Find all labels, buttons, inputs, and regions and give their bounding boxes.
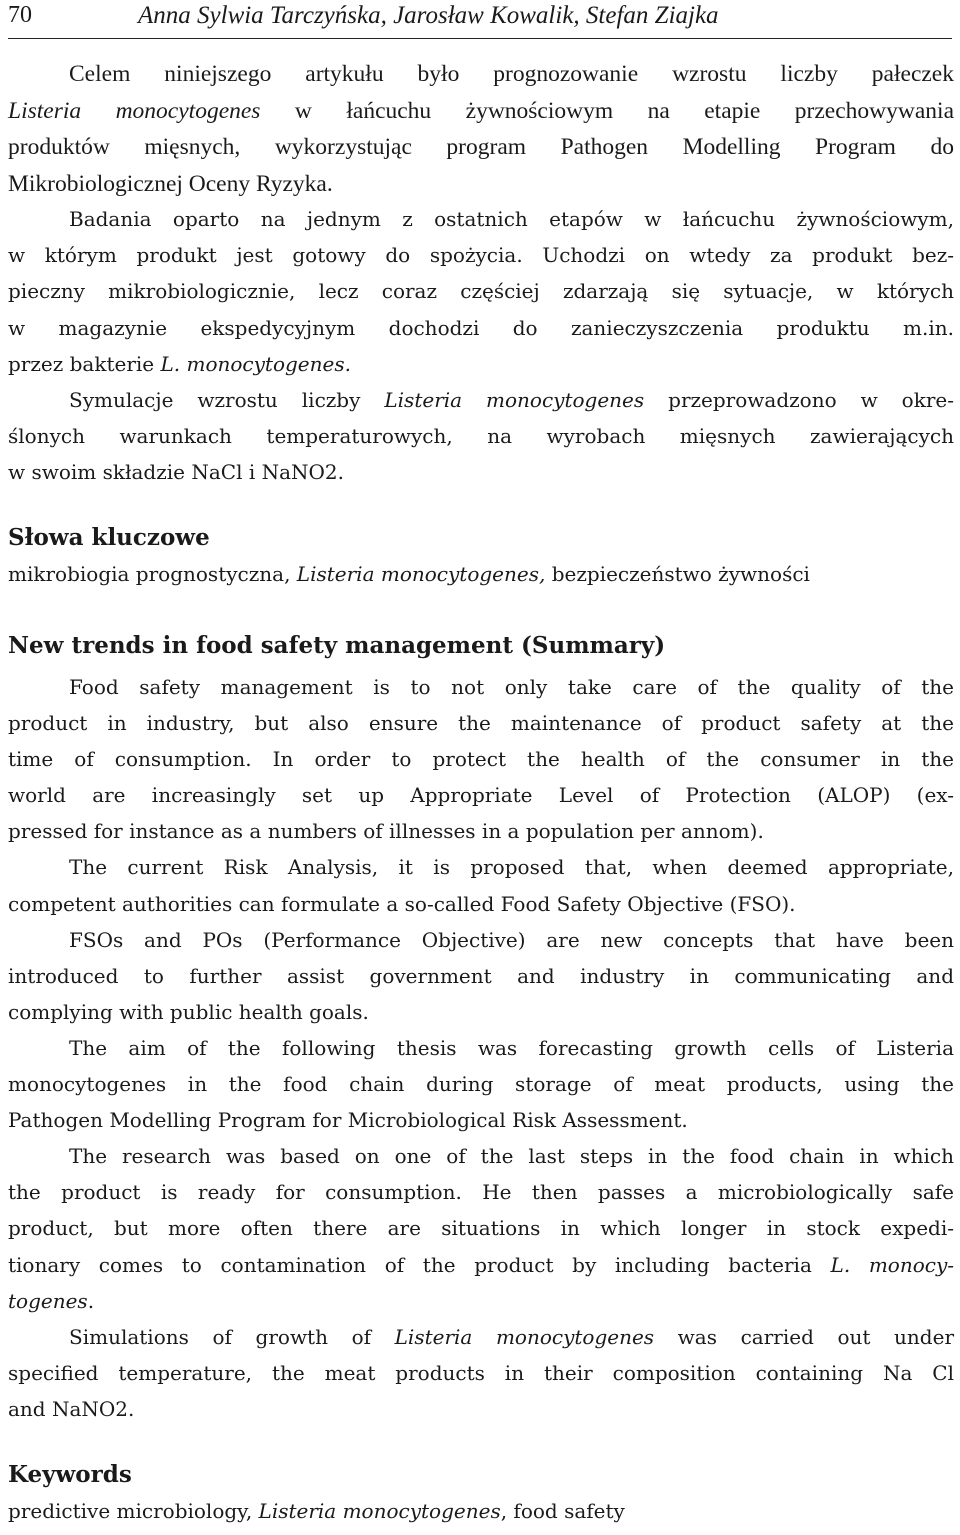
page-number: 70 <box>8 2 32 28</box>
summary-line: Pathogen Modelling Program for Microbiological Risk Assessment. <box>8 1108 688 1133</box>
keywords-pl-line: mikrobiogia prognostyczna, Listeria monocytogenes, bezpieczeństwo żywności <box>8 562 810 586</box>
polish-abstract <box>8 56 954 202</box>
summary-line: monocytogenes in the food chain during storage of meat products, using the <box>8 1072 954 1097</box>
summary-line: FSOs and POs (Performance Objective) are new concepts that have been <box>69 927 954 952</box>
summary-line: complying with public health goals. <box>8 999 369 1024</box>
abstract-line: ślonych warunkach temperaturowych, na wyrobach mięsnych zawierających <box>8 424 954 449</box>
summary-line: Food safety management is to not only take care of the quality of the <box>69 675 954 699</box>
abstract-line: w swoim składzie NaCl i NaNO2. <box>8 460 344 485</box>
polish-abstract-p2 <box>8 201 954 382</box>
summary-line: togenes. <box>8 1288 95 1313</box>
abstract-line: przez bakterie L. monocytogenes. <box>8 351 351 376</box>
summary-line: Simulations of growth of Listeria monocytogenes was carried out under <box>69 1324 955 1349</box>
abstract-line: Symulacje wzrostu liczby Listeria monocytogenes przeprowadzono w okre- <box>69 388 954 412</box>
summary-line: The current Risk Analysis, it is proposed that, when deemed appropriate, <box>69 855 954 880</box>
keywords-en-line: predictive microbiology, Listeria monocytogenes, food safety <box>8 1499 625 1523</box>
summary-line: tionary comes to contamination of the product by including bacteria L. monocy- <box>8 1252 954 1277</box>
keywords-pl-heading: Słowa kluczowe <box>8 524 210 551</box>
abstract-line: Celem niniejszego artykułu było prognozowanie wzrostu liczby pałeczek <box>69 61 954 87</box>
abstract-line: Listeria monocytogenes w łańcuchu żywnościowym na etapie przechowywania <box>8 97 955 124</box>
species-italic: Listeria monocytogenes <box>8 97 261 124</box>
abstract-line: w magazynie ekspedycyjnym dochodzi do zanieczyszczenia produktu m.in. <box>8 315 954 340</box>
running-head-authors: Anna Sylwia Tarczyńska, Jarosław Kowalik, Stefan Ziajka <box>138 2 719 29</box>
keywords-en-heading: Keywords <box>8 1461 132 1488</box>
abstract-line: produktów mięsnych, wykorzystując program Pathogen Modelling Program do <box>8 134 954 160</box>
summary-line: the product is ready for consumption. He then passes a microbiologically safe <box>8 1180 954 1205</box>
summary-line: pressed for instance as a numbers of illnesses in a population per annom). <box>8 819 764 844</box>
abstract-line: Badania oparto na jednym z ostatnich etapów w łańcuchu żywnościowym, <box>69 207 954 231</box>
summary-line: The aim of the following thesis was forecasting growth cells of Listeria <box>69 1035 954 1060</box>
summary-line: product in industry, but also ensure the maintenance of product safety at the <box>8 711 954 736</box>
summary-line: specified temperature, the meat products in their composition containing Na Cl <box>8 1360 954 1385</box>
summary-line: time of consumption. In order to protect the health of the consumer in the <box>8 747 954 772</box>
summary-line: world are increasingly set up Appropriate Level of Protection (ALOP) (ex- <box>8 783 954 808</box>
summary-line: competent authorities can formulate a so-called Food Safety Objective (FSO). <box>8 891 796 916</box>
summary-line: and NaNO2. <box>8 1396 135 1421</box>
summary-heading: New trends in food safety management (Summary) <box>8 632 666 659</box>
summary-line: introduced to further assist government and industry in communicating and <box>8 963 954 988</box>
summary-line: The research was based on one of the last steps in the food chain in which <box>69 1144 954 1169</box>
polish-abstract-p3 <box>8 382 954 491</box>
running-header <box>8 0 952 39</box>
summary-line: product, but more often there are situations in which longer in stock expedi- <box>8 1216 954 1241</box>
abstract-line: w którym produkt jest gotowy do spożycia. Uchodzi on wtedy za produkt bez- <box>8 243 954 268</box>
abstract-line: Mikrobiologicznej Oceny Ryzyka. <box>8 170 333 197</box>
english-summary <box>8 669 954 1427</box>
abstract-line: pieczny mikrobiologicznie, lecz coraz częściej zdarzają się sytuacje, w których <box>8 279 954 304</box>
